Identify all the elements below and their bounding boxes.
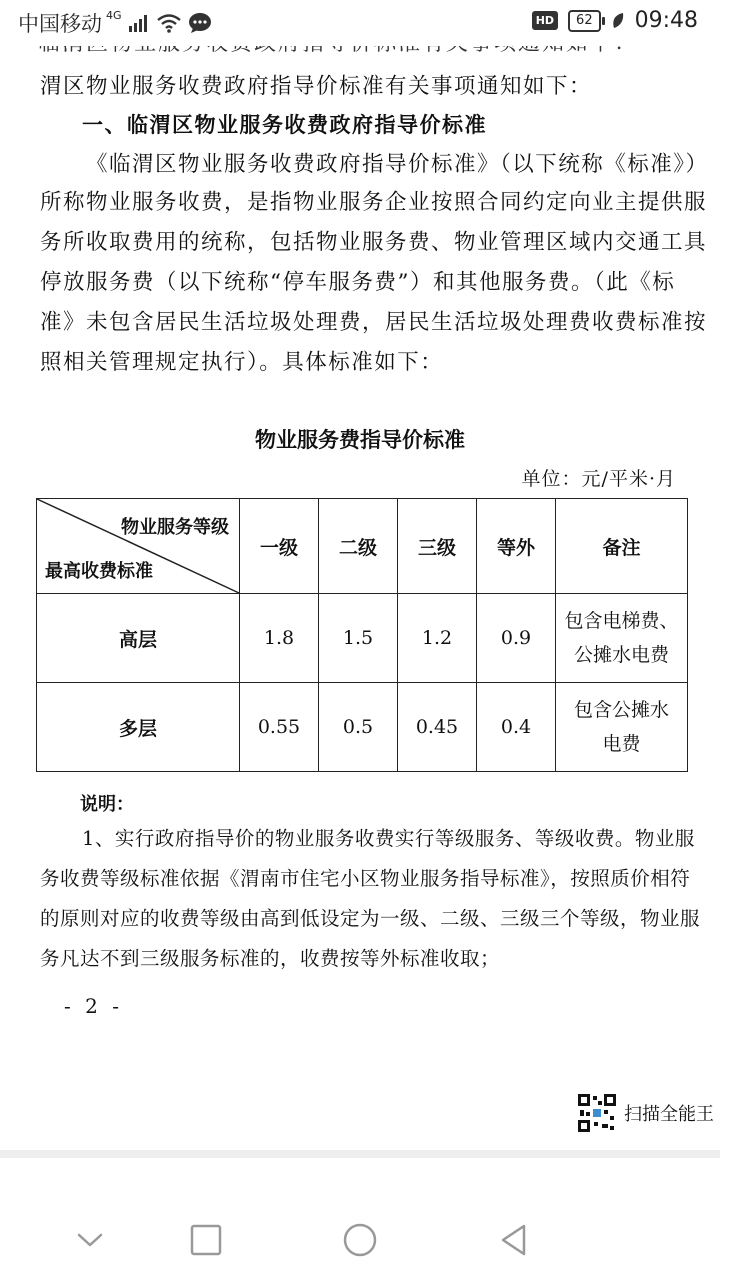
note-line: 包含公摊水 (573, 699, 669, 721)
column-header: 一级 (240, 499, 319, 594)
para1-line: 所称物业服务收费，是指物业服务企业按照合同约定向业主提供服 (40, 190, 708, 215)
para2-line: 1、实行政府指导价的物业服务收费实行等级服务、等级收费。物业服 (82, 827, 695, 850)
scanner-watermark (578, 1094, 714, 1132)
recents-button[interactable] (176, 1216, 236, 1264)
note-cell (556, 683, 688, 772)
table-row (37, 683, 688, 772)
table-cell: 1.5 (319, 594, 398, 683)
carrier-name: 中国移动 (18, 12, 102, 36)
column-header: 等外 (477, 499, 556, 594)
table-cell: 0.45 (398, 683, 477, 772)
content-divider (0, 1150, 720, 1158)
para1-line: 务所收取费用的统称，包括物业服务费、物业管理区域内交通工具 (40, 230, 708, 255)
note-cell (556, 594, 688, 683)
column-header: 二级 (319, 499, 398, 594)
para2-line: 务收费等级标准依据《渭南市住宅小区物业服务指导标准》，按照质价相符 (40, 867, 691, 890)
wifi-icon (156, 13, 182, 33)
table-unit: 单位：元/平米·月 (521, 468, 676, 490)
table-cell: 1.2 (398, 594, 477, 683)
note-line: 电费 (602, 733, 641, 755)
qr-code-icon (578, 1094, 616, 1132)
para1-line: 《临渭区物业服务收费政府指导价标准》（以下统称《标准》） (86, 152, 709, 177)
status-bar (0, 0, 720, 46)
table-cell: 0.4 (477, 683, 556, 772)
table-cell: 0.55 (240, 683, 319, 772)
chat-bubble-icon (188, 12, 212, 34)
note-line: 公摊水电费 (573, 644, 669, 666)
leaf-icon (611, 12, 625, 30)
clock: 09:48 (634, 8, 698, 33)
para1-line: 照相关管理规定执行）。具体标准如下： (40, 350, 444, 375)
row-label: 高层 (37, 594, 240, 683)
navigation-bar (0, 1200, 720, 1280)
square-icon (190, 1224, 222, 1256)
para2-line: 务凡达不到三级服务标准的，收费按等外标准收取； (40, 947, 501, 970)
signal-icon (128, 14, 150, 32)
back-button[interactable] (484, 1216, 544, 1264)
para1-line: 停放服务费（以下统称“停车服务费”）和其他服务费。（此《标 (40, 270, 676, 295)
note-line: 包含电梯费、 (564, 610, 679, 632)
status-left (18, 8, 212, 38)
corner-bottom-label: 最高收费标准 (45, 561, 153, 582)
table-header-row (37, 499, 688, 594)
status-right (532, 8, 698, 33)
document-page[interactable] (0, 46, 720, 1150)
table-row (37, 594, 688, 683)
corner-top-label: 物业服务等级 (121, 517, 229, 538)
table-cell: 0.9 (477, 594, 556, 683)
section-heading: 一、临渭区物业服务收费政府指导价标准 (82, 113, 487, 137)
explanation-title: 说明： (80, 794, 134, 815)
home-button[interactable] (330, 1216, 390, 1264)
intro-line: 渭区物业服务收费政府指导价标准有关事项通知如下： (40, 74, 593, 99)
fee-table (36, 498, 688, 772)
para2-line: 的原则对应的收费等级由高到低设定为一级、二级、三级三个等级，物业服 (40, 907, 701, 930)
network-type: 4G (106, 8, 122, 22)
para1-line: 准》未包含居民生活垃圾处理费，居民生活垃圾处理费收费标准按 (40, 310, 708, 335)
collapse-button[interactable] (60, 1216, 120, 1264)
triangle-back-icon (498, 1223, 530, 1257)
table-cell: 1.8 (240, 594, 319, 683)
battery-indicator: 62 (568, 10, 601, 32)
row-label: 多层 (37, 683, 240, 772)
watermark-text: 扫描全能王 (624, 1104, 714, 1125)
chevron-down-icon (75, 1230, 105, 1250)
page-number: - 2 - (64, 994, 123, 1018)
circle-icon (342, 1222, 378, 1258)
hd-badge: HD (532, 11, 558, 30)
column-header: 备注 (556, 499, 688, 594)
table-title: 物业服务费指导价标准 (255, 428, 465, 452)
diagonal-header-cell (37, 499, 240, 594)
column-header: 三级 (398, 499, 477, 594)
table-cell: 0.5 (319, 683, 398, 772)
